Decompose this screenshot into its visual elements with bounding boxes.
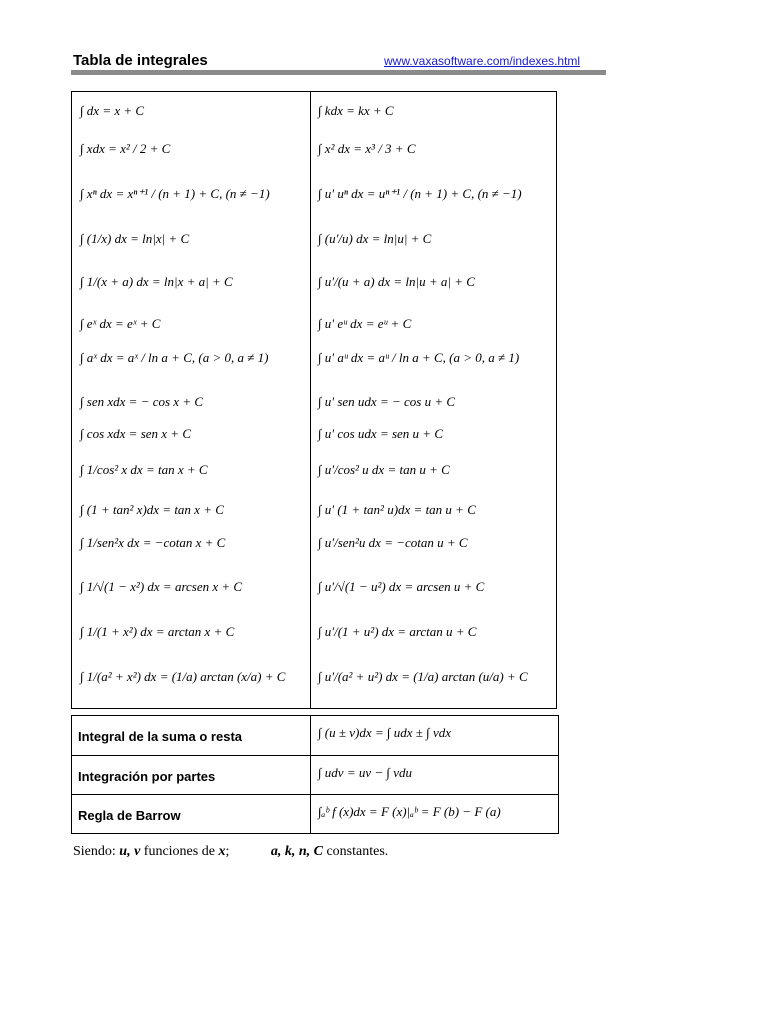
left-integral-13: ∫ 1/√(1 − x²) dx = arcsen x + C [80,579,243,594]
right-integral-12: ∫ u'/sen²u dx = −cotan u + C [318,535,468,550]
right-integral-11: ∫ u' (1 + tan² u)dx = tan u + C [318,502,476,517]
right-integral-2: ∫ x² dx = x³ / 3 + C [318,141,416,156]
right-integral-4: ∫ (u'/u) dx = ln|u| + C [318,231,432,246]
header-divider [71,70,606,75]
right-integral-8: ∫ u' sen udx = − cos u + C [318,394,456,409]
right-integral-14: ∫ u'/(1 + u²) dx = arctan u + C [318,624,477,639]
property-row-parts [72,755,558,795]
right-integral-9: ∫ u' cos udx = sen u + C [318,426,443,441]
right-integral-10: ∫ u'/cos² u dx = tan u + C [318,462,450,477]
left-integral-8: ∫ sen xdx = − cos x + C [80,394,204,409]
left-integral-7: ∫ aˣ dx = aˣ / ln a + C, (a > 0, a ≠ 1) [80,350,269,365]
left-integral-10: ∫ 1/cos² x dx = tan x + C [80,462,208,477]
left-integral-12: ∫ 1/sen²x dx = −cotan x + C [80,535,226,550]
left-integral-11: ∫ (1 + tan² x)dx = tan x + C [80,502,224,517]
properties-table [71,715,559,834]
left-integral-2: ∫ xdx = x² / 2 + C [80,141,171,156]
left-integral-6: ∫ eˣ dx = eˣ + C [80,316,161,331]
property-row-barrow [72,794,558,834]
property-formula: ∫ₐᵇ f (x)dx = F (x)|ₐᵇ = F (b) − F (a) [318,804,501,819]
right-integral-15: ∫ u'/(a² + u²) dx = (1/a) arctan (u/a) + C [318,669,528,684]
property-label: Regla de Barrow [78,808,181,823]
column-divider [310,92,311,708]
left-integral-1: ∫ dx = x + C [80,103,145,118]
property-row-sum [72,716,558,755]
right-integral-1: ∫ kdx = kx + C [318,103,394,118]
footnote: Siendo: u, v funciones de x; a, k, n, C constantes. [73,844,389,859]
right-integral-7: ∫ u' aᵘ dx = aᵘ / ln a + C, (a > 0, a ≠ 1) [318,350,520,365]
left-integral-3: ∫ xⁿ dx = xⁿ⁺¹ / (n + 1) + C, (n ≠ −1) [80,186,270,201]
left-integral-15: ∫ 1/(a² + x²) dx = (1/a) arctan (x/a) + C [80,669,286,684]
integrals-table [71,91,557,709]
right-integral-13: ∫ u'/√(1 − u²) dx = arcsen u + C [318,579,485,594]
property-label: Integral de la suma o resta [78,729,243,744]
right-integral-5: ∫ u'/(u + a) dx = ln|u + a| + C [318,274,475,289]
left-integral-14: ∫ 1/(1 + x²) dx = arctan x + C [80,624,235,639]
right-integral-3: ∫ u' uⁿ dx = uⁿ⁺¹ / (n + 1) + C, (n ≠ −1) [318,186,522,201]
property-label: Integración por partes [78,769,216,784]
right-integral-6: ∫ u' eᵘ dx = eᵘ + C [318,316,412,331]
header-link[interactable]: www.vaxasoftware.com/indexes.html [384,54,581,68]
left-integral-5: ∫ 1/(x + a) dx = ln|x + a| + C [80,274,233,289]
property-formula: ∫ (u ± v)dx = ∫ udx ± ∫ vdx [318,725,451,740]
page-title: Tabla de integrales [73,52,208,69]
left-integral-4: ∫ (1/x) dx = ln|x| + C [80,231,190,246]
property-formula: ∫ udv = uv − ∫ vdu [318,765,412,780]
left-integral-9: ∫ cos xdx = sen x + C [80,426,191,441]
